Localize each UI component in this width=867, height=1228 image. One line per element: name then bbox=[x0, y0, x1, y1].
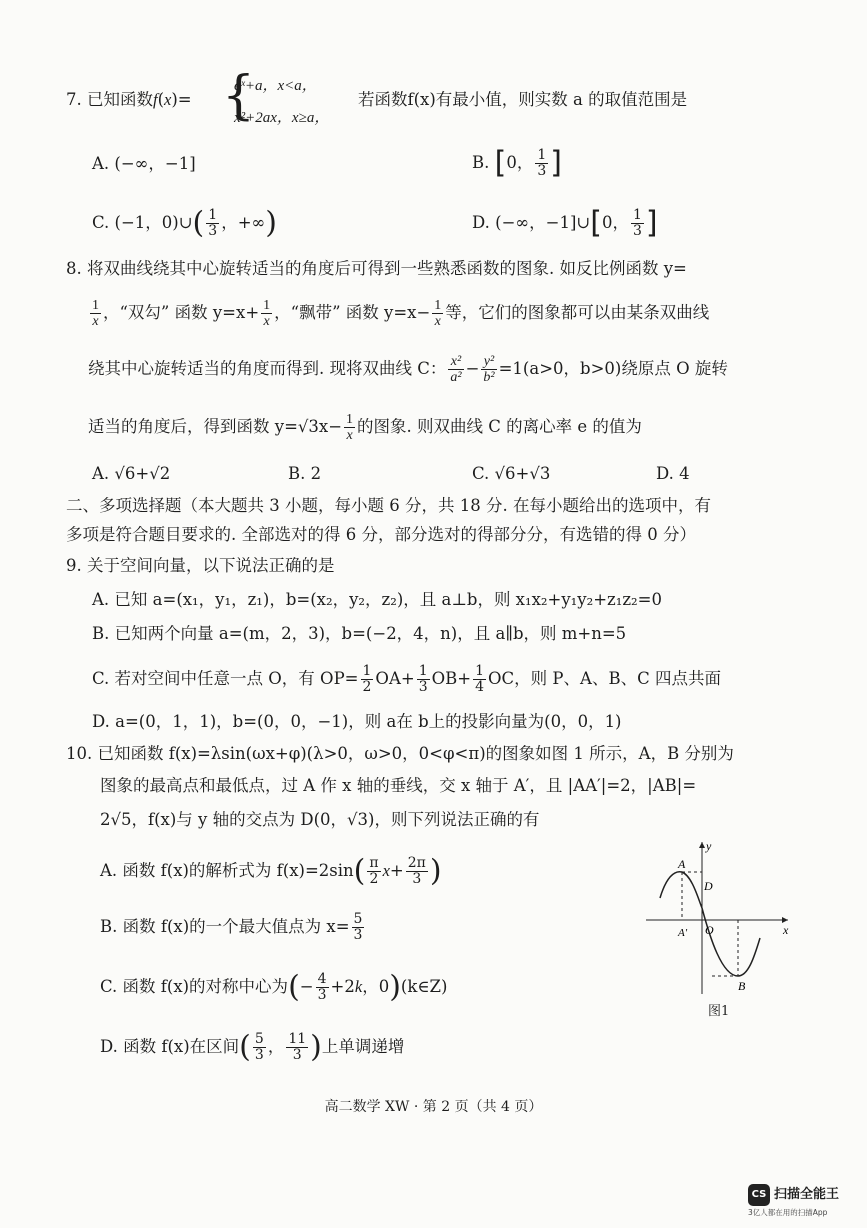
watermark-title: 扫描全能王 bbox=[774, 1187, 840, 1202]
q10-option-b: B. 函数 f(x)的一个最大值点为 x= $\frac{5}{3}$ bbox=[100, 911, 363, 943]
camscanner-icon: CS bbox=[748, 1184, 770, 1206]
q10-line3: 2√5，f(x)与 y 轴的交点为 D(0，√3)，则下列说法正确的有 bbox=[100, 810, 540, 829]
section2-line2: 多项是符合题目要求的. 全部选对的得 6 分，部分选对的得部分分，有选错的得 0 分） bbox=[66, 525, 696, 544]
q8-option-b: B. 2 bbox=[288, 464, 322, 483]
q8-option-a: A. √6+√2 bbox=[92, 464, 171, 483]
q9-stem: 9. 关于空间向量，以下说法正确的是 bbox=[66, 556, 335, 575]
watermark-subtitle: 3亿人都在用的扫描App bbox=[748, 1208, 828, 1217]
label-B: B bbox=[738, 979, 746, 993]
q8-option-c: C. √6+√3 bbox=[472, 464, 551, 483]
scanner-watermark bbox=[748, 1180, 860, 1220]
y-axis-arrow bbox=[699, 842, 705, 848]
q7-option-b: B. [0， $\frac{1}{3}$ ] bbox=[472, 145, 562, 181]
label-x: x bbox=[783, 923, 789, 937]
q8-option-d: D. 4 bbox=[656, 464, 690, 483]
page-footer: 高二数学 XW · 第 2 页（共 4 页） bbox=[324, 1099, 543, 1115]
q7-option-c: C. (−1，0)∪( $\frac{1}{3}$ ，+∞) bbox=[92, 205, 277, 241]
label-y: y bbox=[706, 839, 712, 853]
label-A-prime: A′ bbox=[678, 927, 688, 939]
q8-line2: $\frac{1}{x}$ ，“双勾” 函数 y=x+ $\frac{1}{x}$ ，“飘带” 函数 y=x− $\frac{1}{x}$ 等，它们的图象都可以由某条双曲线 bbox=[92, 298, 710, 329]
label-D: D bbox=[704, 879, 713, 893]
q7-option-d: D. (−∞，−1]∪[0， $\frac{1}{3}$ ] bbox=[472, 205, 658, 241]
figure-1-graph bbox=[642, 838, 792, 998]
q10-option-d: D. 函数 f(x)在区间( $\frac{5}{3}$ ， $\frac{11}{3}$ )上单调递增 bbox=[100, 1029, 405, 1065]
q7-option-a: A. (−∞，−1] bbox=[92, 154, 196, 173]
q8-line1: 8. 将双曲线绕其中心旋转适当的角度后可得到一些熟悉函数的图象. 如反比例函数 y= bbox=[66, 259, 687, 278]
q9-option-b: B. 已知两个向量 a=(m，2，3)，b=(−2，4，n)，且 a∥b，则 m+n=5 bbox=[92, 624, 627, 643]
figure-caption: 图1 bbox=[708, 1004, 730, 1019]
q8-line3: 绕其中心旋转适当的角度而得到. 现将双曲线 C： $\frac{\text{x²}}{\text{a²}}$ − $\frac{\text{y²}}{\text{b²}}$ =1(a>0，b>0)绕原点 O 旋转 bbox=[88, 354, 728, 385]
q7-brace: { bbox=[222, 66, 256, 126]
q9-option-a: A. 已知 a=(x₁，y₁，z₁)，b=(x₂，y₂，z₂)，且 a⊥b，则 x₁x₂+y₁y₂+z₁z₂=0 bbox=[92, 590, 662, 609]
q10-option-a: A. 函数 f(x)的解析式为 f(x)=2sin( $\frac{\pi}{2}$ x+ $\frac{2\pi}{3}$ ) bbox=[100, 853, 442, 889]
q7-case2: x²+2ax，x≥a， bbox=[234, 110, 330, 126]
q8-line4: 适当的角度后，得到函数 y=√3x− $\frac{1}{x}$ 的图象. 则双曲线 C 的离心率 e 的值为 bbox=[88, 412, 642, 443]
q7-stem: 7. 已知函数f(x)= bbox=[66, 90, 192, 109]
label-A: A bbox=[678, 857, 686, 871]
q10-line1: 10. 已知函数 f(x)=λsin(ωx+φ)(λ>0，ω>0，0<φ<π)的图象如图 1 所示，A，B 分别为 bbox=[66, 744, 734, 763]
q7-stem-post: 若函数f(x)有最小值，则实数 a 的取值范围是 bbox=[358, 90, 688, 109]
q10-line2: 图象的最高点和最低点，过 A 作 x 轴的垂线，交 x 轴于 A′，且 |AA′|=2，|AB|= bbox=[100, 776, 697, 795]
q7-case1: eˣ+a，x<a， bbox=[234, 78, 317, 94]
q10-option-c: C. 函数 f(x)的对称中心为(− $\frac{4}{3}$ +2k，0)(k∈Z) bbox=[100, 969, 448, 1005]
section2-line1: 二、多项选择题（本大题共 3 小题，每小题 6 分，共 18 分. 在每小题给出的选项中，有 bbox=[66, 496, 711, 515]
q9-option-c: C. 若对空间中任意一点 O，有 OP= $\frac{1}{2}$ OA+ $\frac{1}{3}$ OB+ $\frac{1}{4}$ OC，则 P、A、B、C 四点共面 bbox=[92, 663, 721, 695]
q9-option-d: D. a=(0，1，1)，b=(0，0，−1)，则 a在 b上的投影向量为(0，0，1) bbox=[92, 712, 622, 731]
label-O: O bbox=[705, 923, 714, 937]
